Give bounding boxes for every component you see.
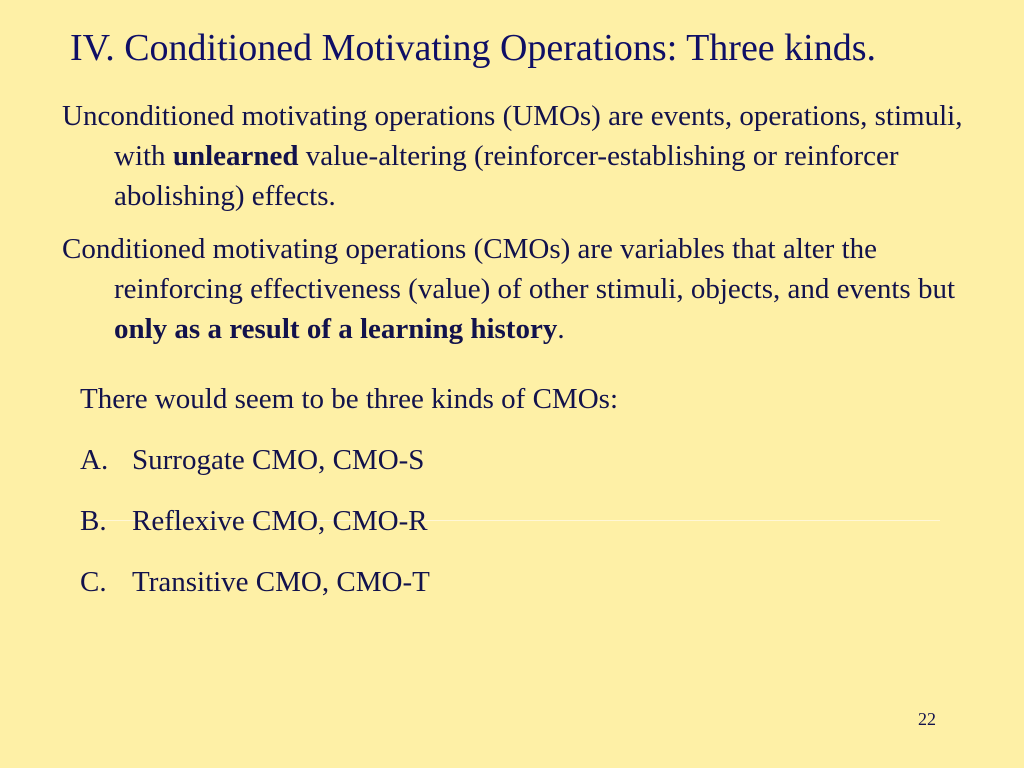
- cmo-text-after: .: [557, 313, 565, 345]
- slide-title: IV. Conditioned Motivating Operations: Three kinds.: [70, 27, 877, 69]
- cmo-kinds-list: [80, 441, 430, 624]
- list-item-text: Transitive CMO, CMO-T: [132, 566, 430, 598]
- list-item: [80, 502, 430, 563]
- cmo-paragraph: [62, 229, 982, 349]
- cmo-kinds-lead: There would seem to be three kinds of CMOs:: [80, 383, 619, 415]
- list-item-text: Surrogate CMO, CMO-S: [132, 444, 425, 476]
- list-item-letter: B.: [80, 505, 107, 537]
- cmo-text-before: Conditioned motivating operations (CMOs) are variables that alter the reinforcing effectiveness (value) of other stimuli, objects, and events but: [62, 233, 955, 305]
- umo-text-after: value-altering (reinforcer-establishing or reinforcer abolishing) effects.: [114, 140, 899, 212]
- page-number: 22: [918, 709, 936, 729]
- list-item-letter: A.: [80, 444, 109, 476]
- list-item-text: Reflexive CMO, CMO-R: [132, 505, 428, 537]
- list-item-letter: C.: [80, 566, 107, 598]
- cmo-bold-phrase: only as a result of a learning history: [114, 313, 558, 345]
- umo-text-before: Unconditioned motivating operations (UMOs) are events, operations, stimuli, with: [62, 100, 963, 172]
- list-item: [80, 563, 430, 624]
- list-item: [80, 441, 430, 502]
- umo-paragraph: [62, 96, 982, 216]
- umo-bold-term: unlearned: [172, 140, 299, 172]
